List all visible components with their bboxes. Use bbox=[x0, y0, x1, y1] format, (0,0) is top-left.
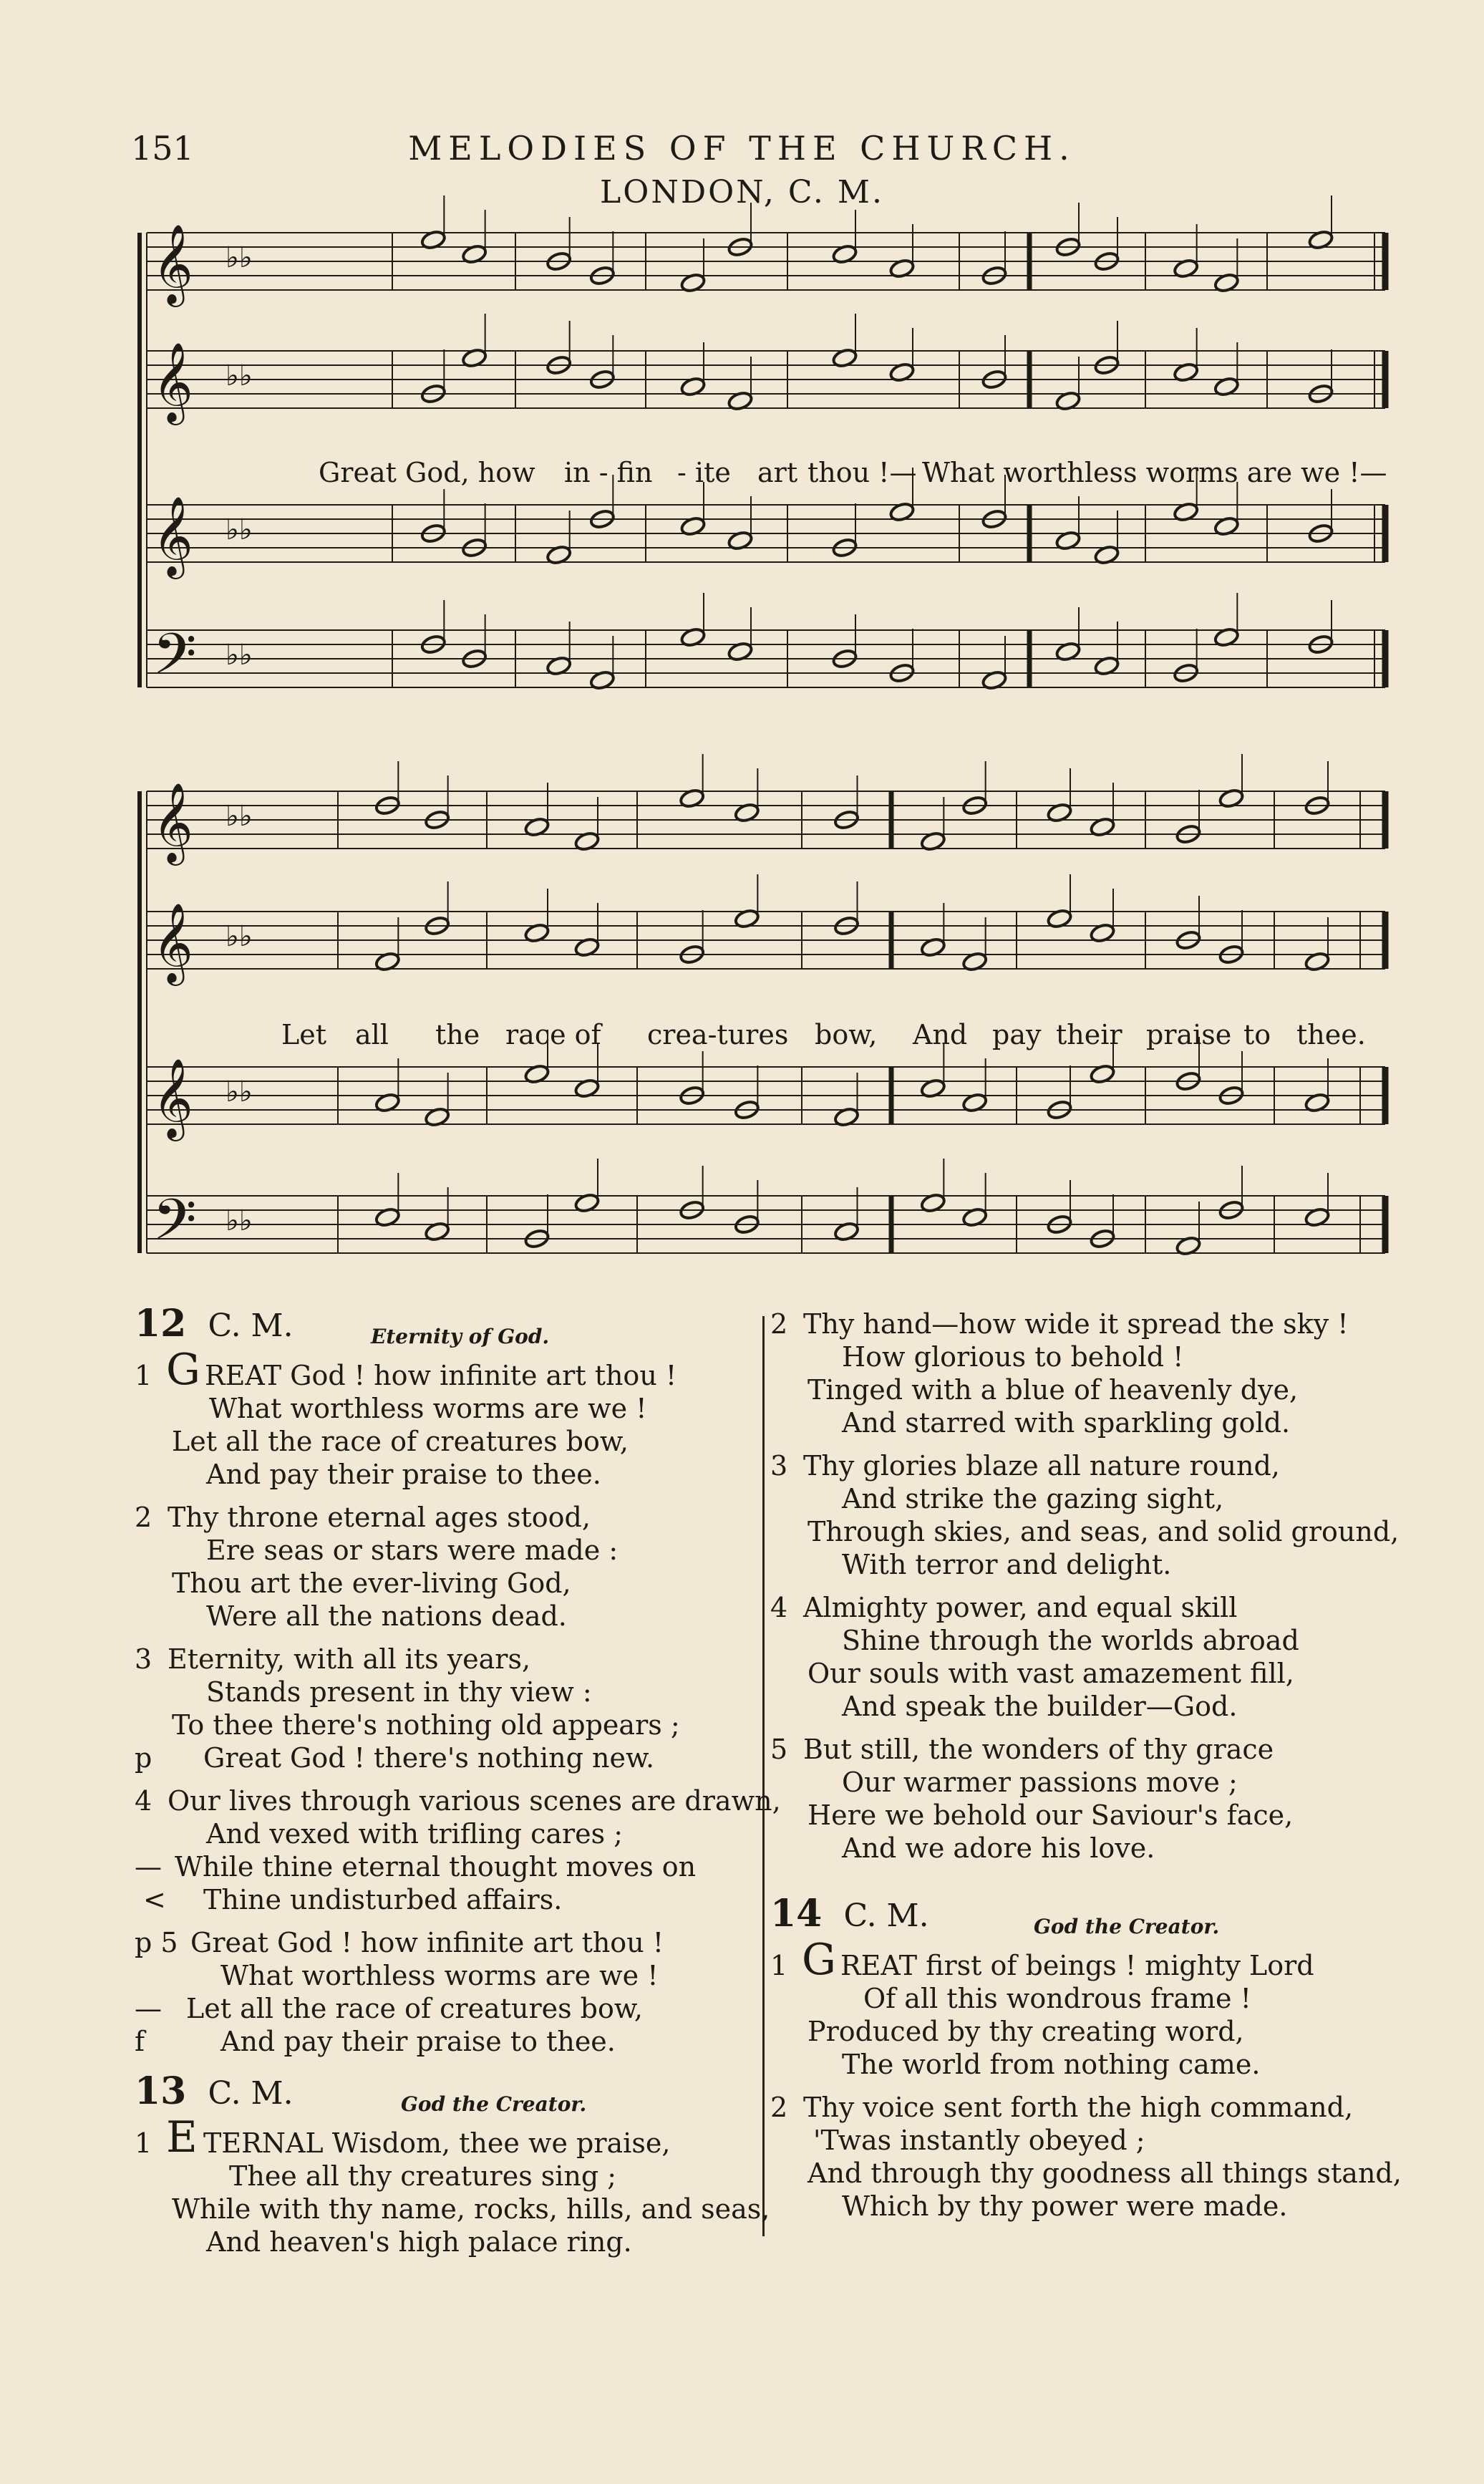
hymn-12-subject: Eternity of God. bbox=[371, 1325, 550, 1348]
drop-cap: E bbox=[166, 2112, 198, 2162]
verse-line: Thy throne eternal ages stood, bbox=[168, 1502, 591, 1533]
hymn-12-verse-4 bbox=[135, 1784, 781, 1916]
verse-line: While with thy name, rocks, hills, and seas, bbox=[172, 2193, 770, 2225]
lyric-row1-part2: in - fin bbox=[564, 457, 653, 488]
lyric-row1-part3: - ite bbox=[677, 457, 731, 488]
drop-cap: G bbox=[802, 1935, 836, 1985]
lyric-row2-w4: race of bbox=[505, 1019, 601, 1050]
hymn-14-meter: C. M. bbox=[843, 1898, 929, 1934]
verse-line: Through skies, and seas, and solid ground, bbox=[808, 1516, 1400, 1547]
verse-number: 3 bbox=[135, 1643, 152, 1675]
verse-number: 5 bbox=[770, 1734, 788, 1765]
svg-text:𝄢: 𝄢 bbox=[152, 1187, 197, 1267]
dynamic-mark: p bbox=[135, 1742, 152, 1774]
svg-text:♭♭: ♭♭ bbox=[225, 513, 253, 546]
verse-line: Here we behold our Saviour's face, bbox=[808, 1799, 1294, 1831]
lyric-row2-w5: crea-tures bbox=[647, 1019, 789, 1050]
verse-line: But still, the wonders of thy grace bbox=[803, 1734, 1274, 1765]
verse-line: Thy glories blaze all nature round, bbox=[803, 1450, 1280, 1482]
lyric-row2-w8: pay bbox=[992, 1019, 1042, 1050]
lyric-row1-part1: Great God, how bbox=[319, 457, 535, 488]
hymn-12-number: 12 bbox=[135, 1302, 187, 1345]
dynamic-mark: — bbox=[135, 1851, 162, 1883]
verse-line: And pay their praise to thee. bbox=[206, 1459, 601, 1490]
verse-line: REAT God ! how infinite art thou ! bbox=[205, 1360, 677, 1391]
verse-line: And we adore his love. bbox=[842, 1832, 1155, 1864]
verse-line: Our warmer passions move ; bbox=[842, 1767, 1238, 1798]
lyric-row2-w3: the bbox=[435, 1019, 480, 1050]
verse-line: And starred with sparkling gold. bbox=[842, 1407, 1291, 1439]
svg-text:𝄞: 𝄞 bbox=[152, 342, 193, 422]
lyric-row2-w2: all bbox=[355, 1019, 389, 1050]
verse-line: Ere seas or stars were made : bbox=[206, 1535, 619, 1566]
hymn-13-verse-1 bbox=[135, 2112, 770, 2258]
verse-line: Were all the nations dead. bbox=[206, 1600, 567, 1632]
verse-line: Produced by thy creating word, bbox=[808, 2016, 1244, 2047]
svg-text:♭♭: ♭♭ bbox=[225, 800, 253, 833]
running-title: MELODIES OF THE CHURCH. bbox=[408, 129, 1076, 168]
verse-number: 2 bbox=[770, 2092, 788, 2123]
verse-line: Let all the race of creatures bow, bbox=[186, 1993, 643, 2024]
svg-text:𝄞: 𝄞 bbox=[152, 902, 193, 982]
hymn-12-meter: C. M. bbox=[208, 1308, 294, 1344]
dynamic-mark: < bbox=[143, 1884, 166, 1915]
svg-text:♭♭: ♭♭ bbox=[225, 1076, 253, 1108]
hymn-13-number: 13 bbox=[135, 2069, 187, 2113]
verse-line: And speak the builder—God. bbox=[842, 1691, 1238, 1722]
verse-line: What worthless worms are we ! bbox=[220, 1960, 659, 1991]
dynamic-mark: — bbox=[135, 1993, 162, 2024]
lyric-row2-w11: to bbox=[1243, 1019, 1271, 1050]
hymn-14-number: 14 bbox=[770, 1892, 823, 1936]
verse-line: Of all this wondrous frame ! bbox=[863, 1983, 1251, 2014]
svg-text:𝄢: 𝄢 bbox=[152, 621, 197, 701]
lyric-row1-part6: What worthless worms are we !— bbox=[922, 457, 1387, 488]
svg-text:♭♭: ♭♭ bbox=[225, 241, 253, 274]
lyric-row2-w12: thee. bbox=[1296, 1019, 1366, 1050]
verse-line: And strike the gazing sight, bbox=[842, 1483, 1224, 1514]
hymn-13-header bbox=[135, 2069, 757, 2127]
tune-title: LONDON, C. M. bbox=[600, 174, 884, 211]
verse-line: REAT first of beings ! mighty Lord bbox=[840, 1950, 1314, 1981]
verse-line: Shine through the worlds abroad bbox=[842, 1625, 1299, 1656]
verse-line: And vexed with trifling cares ; bbox=[206, 1818, 624, 1850]
right-column bbox=[770, 1308, 1415, 2233]
verse-number: 1 bbox=[135, 1360, 152, 1391]
dynamic-mark: f bbox=[135, 2026, 145, 2057]
verse-number: 2 bbox=[770, 1308, 788, 1340]
svg-text:𝄞: 𝄞 bbox=[152, 1058, 193, 1138]
verse-line: Thou art the ever-living God, bbox=[172, 1567, 571, 1599]
verse-number: 2 bbox=[135, 1502, 152, 1533]
verse-line: Eternity, with all its years, bbox=[168, 1643, 531, 1675]
hymn-12-verse-2 bbox=[135, 1501, 757, 1633]
svg-text:𝄞: 𝄞 bbox=[152, 496, 193, 576]
column-rule bbox=[762, 1316, 765, 2236]
verse-number: 1 bbox=[770, 1950, 788, 1981]
lyric-row2-w7: And bbox=[913, 1019, 968, 1050]
verse-line: Thine undisturbed affairs. bbox=[203, 1884, 563, 1915]
verse-number: p 5 bbox=[135, 1927, 178, 1958]
verse-line: While thine eternal thought moves on bbox=[175, 1851, 697, 1883]
music-notes bbox=[152, 195, 1334, 1267]
verse-line: The world from nothing came. bbox=[842, 2049, 1261, 2080]
svg-text:♭♭: ♭♭ bbox=[225, 359, 253, 392]
verse-number: 3 bbox=[770, 1450, 788, 1482]
drop-cap: G bbox=[166, 1345, 200, 1395]
hymn-14-verse-1 bbox=[770, 1935, 1415, 2081]
lyric-row1-part4: art bbox=[757, 457, 798, 488]
page-number: 151 bbox=[131, 129, 194, 168]
verse-number: 4 bbox=[770, 1592, 788, 1623]
hymn-12-header bbox=[135, 1302, 757, 1359]
verse-line: Let all the race of creatures bow, bbox=[172, 1426, 629, 1457]
hymn-12-verse-1 bbox=[135, 1345, 757, 1491]
hymn-13-verse-5 bbox=[770, 1733, 1415, 1865]
verse-line: 'Twas instantly obeyed ; bbox=[813, 2125, 1145, 2156]
verse-number: 1 bbox=[135, 2127, 152, 2159]
verse-line: Tinged with a blue of heavenly dye, bbox=[808, 1374, 1299, 1406]
hymn-14-subject: God the Creator. bbox=[1034, 1915, 1220, 1938]
verse-line: Stands present in thy view : bbox=[206, 1676, 592, 1708]
hymn-12-verse-3 bbox=[135, 1643, 757, 1774]
svg-text:𝄞: 𝄞 bbox=[152, 223, 193, 304]
verse-line: What worthless worms are we ! bbox=[209, 1393, 647, 1424]
verse-line: Which by thy power were made. bbox=[842, 2190, 1288, 2222]
verse-line: To thee there's nothing old appears ; bbox=[172, 1709, 680, 1741]
lyric-row2-w1: Let bbox=[281, 1019, 326, 1050]
verse-line: And heaven's high palace ring. bbox=[206, 2226, 632, 2258]
lyric-row2-w6: bow, bbox=[815, 1019, 878, 1050]
staff-lines bbox=[140, 233, 1385, 1253]
verse-line: And through thy goodness all things stand, bbox=[808, 2157, 1402, 2189]
hymn-13-verse-3 bbox=[770, 1449, 1415, 1581]
verse-line: Thee all thy creatures sing ; bbox=[229, 2160, 617, 2192]
verse-line: Our souls with vast amazement fill, bbox=[808, 1658, 1294, 1689]
verse-line: TERNAL Wisdom, thee we praise, bbox=[203, 2127, 671, 2159]
svg-text:♭♭: ♭♭ bbox=[225, 1204, 253, 1237]
verse-line: How glorious to behold ! bbox=[842, 1341, 1184, 1373]
verse-line: Great God ! there's nothing new. bbox=[203, 1742, 655, 1774]
hymn-13-verse-2 bbox=[770, 1308, 1415, 1439]
hymn-12-verse-5 bbox=[135, 1926, 757, 2058]
svg-text:♭♭: ♭♭ bbox=[225, 639, 253, 672]
lyric-row1-part5: thou !— bbox=[808, 457, 917, 488]
verse-line: With terror and delight. bbox=[842, 1549, 1172, 1580]
verse-line: Thy hand—how wide it spread the sky ! bbox=[803, 1308, 1349, 1340]
lyric-row2-w9: their bbox=[1056, 1019, 1122, 1050]
hymn-13-verse-4 bbox=[770, 1591, 1415, 1723]
hymn-14-verse-2 bbox=[770, 2091, 1415, 2223]
verse-line: Great God ! how infinite art thou ! bbox=[190, 1927, 664, 1958]
svg-text:𝄞: 𝄞 bbox=[152, 782, 193, 862]
svg-text:♭♭: ♭♭ bbox=[225, 920, 253, 953]
left-column bbox=[135, 1302, 781, 2268]
verse-line: Almighty power, and equal skill bbox=[803, 1592, 1238, 1623]
hymn-13-meter: C. M. bbox=[208, 2075, 294, 2112]
verse-line: Thy voice sent forth the high command, bbox=[803, 2092, 1354, 2123]
verse-number: 4 bbox=[135, 1785, 152, 1817]
lyric-row2-w10: praise bbox=[1146, 1019, 1232, 1050]
hymn-13-subject: God the Creator. bbox=[401, 2092, 587, 2116]
verse-line: Our lives through various scenes are drawn, bbox=[168, 1785, 781, 1817]
verse-line: And pay their praise to thee. bbox=[220, 2026, 616, 2057]
hymn-14-header bbox=[770, 1892, 1415, 1949]
